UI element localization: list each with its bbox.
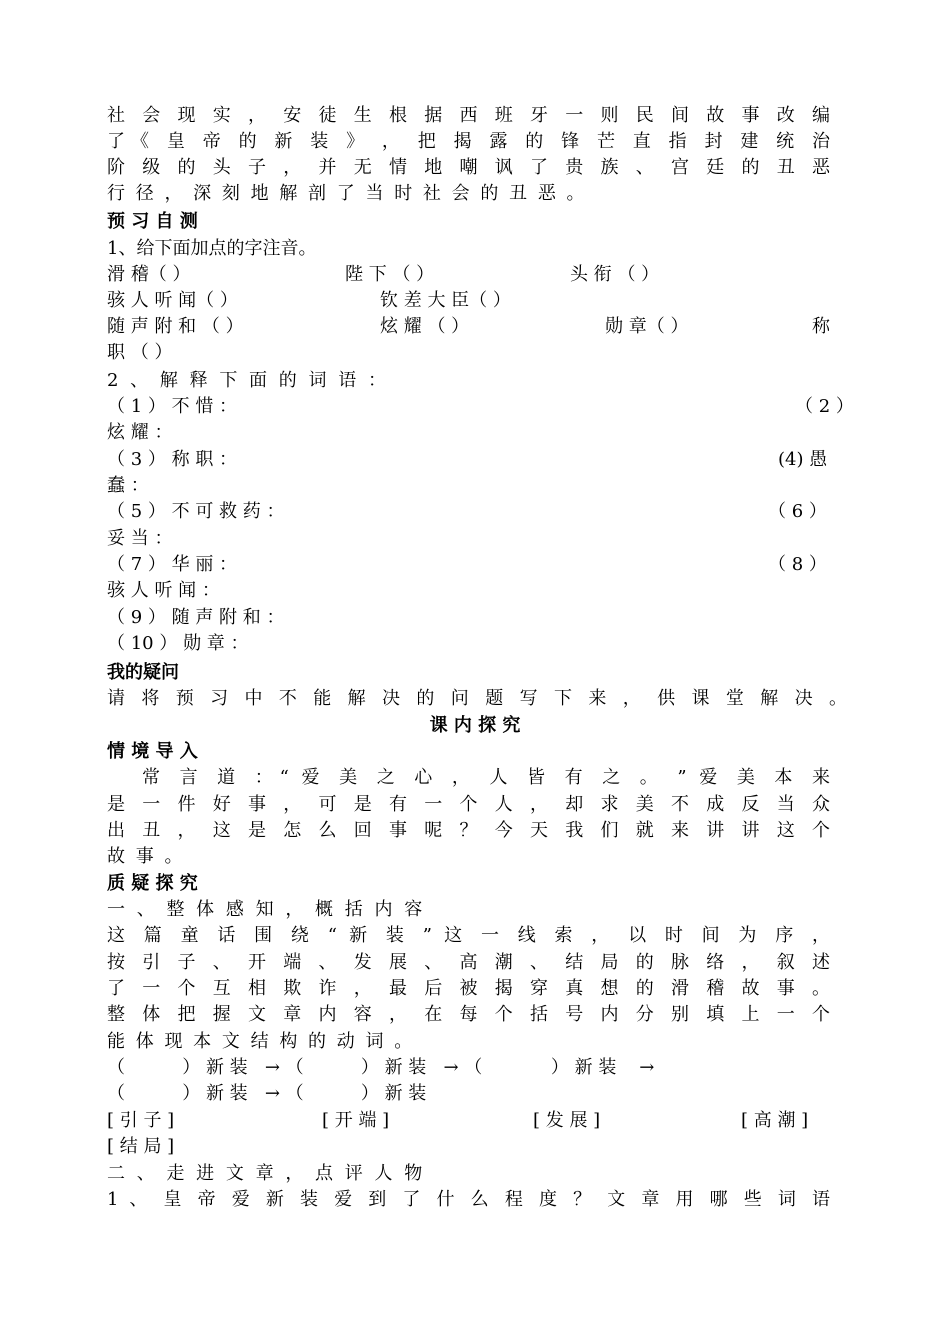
lead-heading: 情 境 导 入 [107, 741, 198, 762]
pinyin-item-chen: 称 [812, 316, 830, 337]
structure-label-gaochao: [ 高 潮 ] [741, 1110, 809, 1131]
define-item-10: （ 10 ） 勋 章 ： [107, 633, 249, 654]
part1-line-2: 按 引 子 、 开 端 、 发 展 、 高 潮 、 结 局 的 脉 络 ， 叙 述 [107, 952, 830, 973]
lead-line-2: 是 一 件 好 事 ， 可 是 有 一 个 人 ， 却 求 美 不 成 反 当 众 [107, 794, 830, 815]
lead-line-4: 故 事 。 [107, 846, 183, 867]
part1-line-5: 能 体 现 本 文 结 构 的 动 词 。 [107, 1031, 413, 1052]
fill-line-1: （ ） 新 装 → （ ） 新 装 → （ ） 新 装 → [107, 1057, 655, 1078]
part1-line-1: 这 篇 童 话 围 绕 “ 新 装 ” 这 一 线 索 ， 以 时 间 为 序 ， [107, 925, 830, 946]
intro-line-1: 社 会 现 实 ， 安 徒 生 根 据 西 班 牙 一 则 民 间 故 事 改 编 [107, 105, 830, 126]
define-item-3: （ 3 ） 称 职 ： [107, 449, 238, 470]
pinyin-item-xuanyao: 炫 耀 （ ） [380, 316, 470, 337]
questions-text: 请 将 预 习 中 不 能 解 决 的 问 题 写 下 来 ， 供 课 堂 解 决 。 [107, 688, 847, 709]
define-item-5: （ 5 ） 不 可 救 药 ： [107, 501, 285, 522]
intro-line-3: 阶 级 的 头 子 ， 并 无 情 地 嘲 讽 了 贵 族 、 宫 廷 的 丑 恶 [107, 157, 830, 178]
structure-label-jieju: [ 结 局 ] [107, 1136, 175, 1157]
define-item-9: （ 9 ） 随 声 附 和 ： [107, 607, 285, 628]
lead-line-1: 常 言 道 ：“ 爱 美 之 心 ， 人 皆 有 之 。 ” 爱 美 本 来 [142, 767, 830, 788]
define-item-2-word: 炫 耀 ： [107, 422, 173, 443]
define-item-6: （ 6 ） [768, 501, 827, 522]
structure-label-kaiduan: [ 开 端 ] [322, 1110, 390, 1131]
part1-line-3: 了 一 个 互 相 欺 诈 ， 最 后 被 揭 穿 真 想 的 滑 稽 故 事 。 [107, 978, 830, 999]
pinyin-question: 1、给下面加点的字注音。 [107, 238, 317, 259]
pinyin-item-hairen: 骇 人 听 闻（ ） [107, 290, 238, 311]
questions-heading: 我的疑问 [107, 662, 179, 683]
structure-label-fazhan: [ 发 展 ] [533, 1110, 601, 1131]
pinyin-item-qinchai: 钦 差 大 臣（ ） [380, 290, 511, 311]
part2-question-1: 1 、 皇 帝 爱 新 装 爱 到 了 什 么 程 度 ？ 文 章 用 哪 些 词 语 [107, 1189, 830, 1210]
define-item-4: (4) 愚 [778, 449, 828, 470]
define-item-7: （ 7 ） 华 丽 ： [107, 554, 238, 575]
lead-line-3: 出 丑 ， 这 是 怎 么 回 事 呢 ？ 今 天 我 们 就 来 讲 讲 这 个 [107, 820, 830, 841]
define-item-2: （ 2 ） [795, 396, 854, 417]
part1-title: 一 、 整 体 感 知 ， 概 括 内 容 [107, 899, 423, 920]
define-item-6-word: 妥 当 ： [107, 528, 173, 549]
structure-label-yinzi: [ 引 子 ] [107, 1110, 175, 1131]
part1-line-4: 整 体 把 握 文 章 内 容 ， 在 每 个 括 号 内 分 别 填 上 一 个 [107, 1004, 830, 1025]
inclass-title: 课 内 探 究 [429, 715, 521, 736]
define-question: 2 、 解 释 下 面 的 词 语 ： [107, 370, 386, 391]
preview-heading: 预 习 自 测 [107, 211, 198, 232]
pinyin-item-bixia: 陛 下 （ ） [345, 264, 435, 285]
define-item-1: （ 1 ） 不 惜 ： [107, 396, 238, 417]
define-item-8-word: 骇 人 听 闻 ： [107, 580, 220, 601]
explore-heading: 质 疑 探 究 [107, 873, 198, 894]
fill-line-2: （ ） 新 装 → （ ） 新 装 [107, 1083, 427, 1104]
pinyin-item-suisheng: 随 声 附 和 （ ） [107, 316, 244, 337]
pinyin-item-xunzhang: 勋 章（ ） [605, 316, 689, 337]
define-item-8: （ 8 ） [768, 554, 827, 575]
pinyin-item-touxian: 头 衔 （ ） [570, 264, 660, 285]
pinyin-item-huaji: 滑 稽（ ） [107, 264, 191, 285]
intro-line-4: 行 径 ， 深 刻 地 解 剖 了 当 时 社 会 的 丑 恶 。 [107, 183, 585, 204]
intro-line-2: 了《 皇 帝 的 新 装 》 ， 把 揭 露 的 锋 芒 直 指 封 建 统 治 [107, 131, 830, 152]
pinyin-item-zhi: 职 （ ） [107, 342, 173, 363]
part2-title: 二 、 走 进 文 章 ， 点 评 人 物 [107, 1163, 423, 1184]
define-item-4-word: 蠢 ： [107, 475, 149, 496]
